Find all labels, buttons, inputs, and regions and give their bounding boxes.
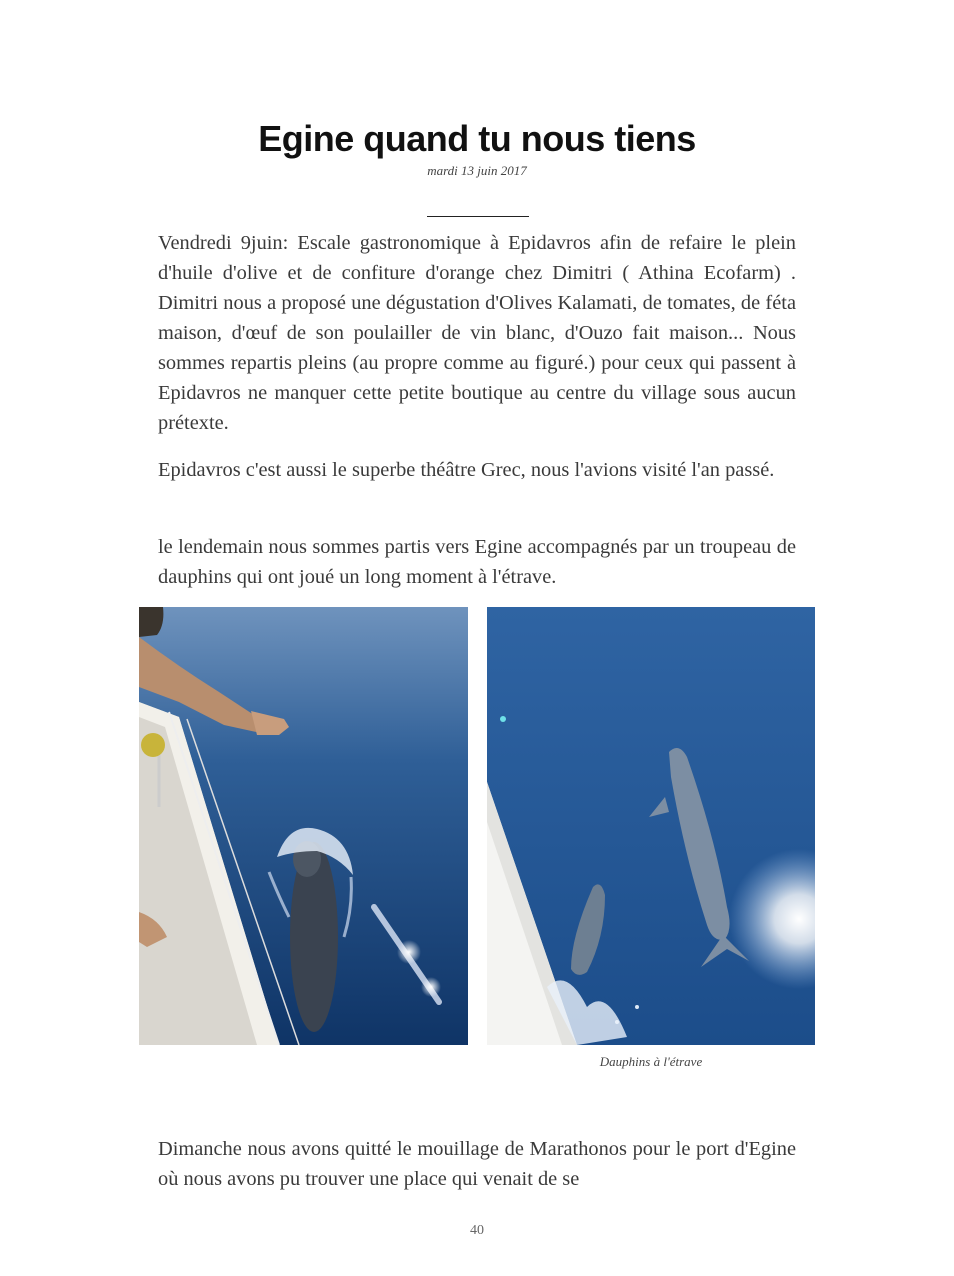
paragraph-epidavros-theatre: Epidavros c'est aussi le superbe théâtre Grec, nous l'avions visité l'an passé. xyxy=(158,459,775,481)
dolphin-photo-right xyxy=(487,607,815,1045)
paragraph-dolphins: le lendemain nous sommes partis vers Egine accompagnés par un troupeau de dauphins qui ont joué un long moment à l'étrave. xyxy=(158,536,796,588)
article-date: mardi 13 juin 2017 xyxy=(427,163,527,178)
dolphin-photo-left xyxy=(139,607,468,1045)
title-divider xyxy=(427,216,529,217)
paragraph-epidavros-escale: Vendredi 9juin: Escale gastronomique à Epidavros afin de refaire le plein d'huile d'olive et de confiture d'orange chez Dimitri ( Athina Ecofarm) . Dimitri nous a proposé une dégustation d'Olives Kalamati, de tomates, de féta maison, d'œuf de son poulailler de vin blanc, d'Ouzo fait maison... Nous sommes repartis pleins (au propre comme au figuré.) pour ceux qui passent à Epidavros ne manquer cette petite boutique au centre du village sous aucun prétexte. xyxy=(158,232,796,434)
paragraph-dimanche: Dimanche nous avons quitté le mouillage de Marathonos pour le port d'Egine où nous avons pu trouver une place qui venait de se xyxy=(158,1138,796,1190)
page-number: 40 xyxy=(470,1223,484,1238)
figure-caption: Dauphins à l'étrave xyxy=(599,1054,703,1069)
article-title: Egine quand tu nous tiens xyxy=(258,118,696,159)
